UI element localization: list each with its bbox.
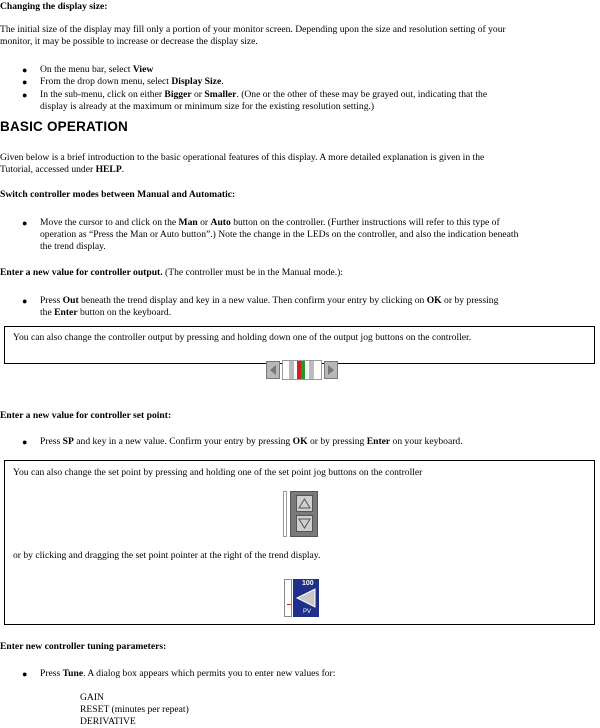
list-text: . A dialog box appears which permits you to enter new values for: — [83, 668, 336, 679]
setpoint-bar — [283, 491, 287, 537]
list-text: Press — [40, 295, 63, 306]
heading-text: Enter a new value for controller output. — [0, 267, 163, 278]
output-bar — [282, 360, 322, 380]
tip-text: or by clicking and dragging the set point pointer at the right of the trend display. — [13, 550, 321, 561]
section-heading-tuning: Enter new controller tuning parameters: — [0, 641, 167, 652]
bullet-icon: ● — [22, 669, 28, 679]
triangle-left-icon — [267, 362, 279, 378]
tuning-param: DERIVATIVE — [80, 716, 136, 727]
setpoint-marker — [287, 604, 291, 605]
section-heading-display-size: Changing the display size: — [0, 1, 108, 12]
output-bar-segment — [309, 361, 314, 379]
list-text: the trend display. — [40, 241, 106, 252]
section-heading-switch-modes: Switch controller modes between Manual and Automatic: — [0, 189, 236, 200]
list-text: or by pressing — [307, 436, 367, 447]
list-text: or — [197, 217, 211, 228]
keyword-help: HELP — [95, 164, 122, 175]
paragraph-line: monitor, it may be possible to increase or decrease the display size. — [0, 36, 258, 47]
menu-keyword-bigger: Bigger — [164, 89, 192, 100]
setpoint-jog-up-button[interactable] — [296, 495, 313, 512]
output-jog-left-button[interactable] — [266, 361, 280, 379]
tuning-param: RESET (minutes per repeat) — [80, 704, 189, 715]
menu-keyword-display-size: Display Size — [171, 76, 222, 87]
paragraph-text: Tutorial, accessed under — [0, 164, 96, 175]
list-text: Move the cursor to and click on the — [40, 217, 179, 228]
keyword-tune: Tune — [62, 668, 84, 679]
section-heading-setpoint: Enter a new value for controller set point: — [0, 410, 172, 421]
list-text: display is already at the maximum or minimum size for the existing resolution setting.) — [40, 101, 375, 112]
list-text: on your keyboard. — [390, 436, 463, 447]
list-text: In the sub-menu, click on either — [40, 89, 165, 100]
paragraph-line: Given below is a brief introduction to the basic operational features of this display. A more detailed explanation is given in the — [0, 152, 485, 163]
menu-keyword-smaller: Smaller — [204, 89, 237, 100]
list-text: or — [191, 89, 205, 100]
keyword-sp: SP — [62, 436, 74, 447]
keyword-enter: Enter — [54, 307, 78, 318]
list-item — [0, 76, 600, 88]
triangle-down-icon — [297, 516, 312, 531]
tip-text: You can also change the controller output by pressing and holding down one of the output jog buttons on the controller. — [13, 332, 472, 343]
tuning-param: GAIN — [80, 692, 104, 703]
bullet-icon: ● — [22, 218, 28, 228]
keyword-enter: Enter — [366, 436, 391, 447]
pointer-value-label: 100 — [302, 580, 314, 587]
triangle-right-icon — [325, 362, 337, 378]
list-item — [0, 295, 600, 319]
list-text: beneath the trend display and key in a new value. Then confirm your entry by clicking on — [78, 295, 427, 306]
list-item — [0, 217, 600, 253]
keyword-out: Out — [62, 295, 79, 306]
keyword-man: Man — [178, 217, 198, 228]
page-title: BASIC OPERATION — [0, 119, 129, 134]
pointer-unit-label: PV — [303, 609, 312, 615]
list-text: . (One or the other of these may be grayed out, indicating that the — [236, 89, 488, 100]
output-jog-right-button[interactable] — [324, 361, 338, 379]
list-text: . — [221, 76, 224, 87]
bullet-icon: ● — [22, 77, 28, 87]
list-text: button on the controller. (Further instructions will refer to this type of — [230, 217, 500, 228]
list-text: operation as “Press the Man or Auto button”.) Note the change in the LEDs on the controller, and also the indication beneath — [40, 229, 519, 240]
heading-note: (The controller must be in the Manual mode.): — [162, 267, 344, 278]
paragraph-line — [0, 164, 596, 176]
list-item — [0, 668, 600, 680]
setpoint-pointer-icon — [295, 587, 317, 609]
setpoint-pointer-control — [284, 579, 320, 617]
bullet-icon: ● — [22, 65, 28, 75]
triangle-up-icon — [297, 496, 312, 511]
list-item — [0, 89, 600, 113]
list-text: and key in a new value. Confirm your entry by pressing — [73, 436, 293, 447]
tip-box-output — [4, 326, 595, 364]
setpoint-jog-down-button[interactable] — [296, 515, 313, 532]
list-text: Press — [40, 436, 63, 447]
tip-text: You can also change the set point by pressing and holding one of the set point jog buttons on the controller — [13, 467, 423, 478]
section-heading-output — [0, 267, 343, 279]
list-text: the — [40, 307, 55, 318]
output-jog-control — [266, 360, 346, 382]
setpoint-jog-control — [283, 491, 323, 537]
list-text: On the menu bar, select — [40, 64, 133, 75]
keyword-ok: OK — [292, 436, 308, 447]
list-text: From the drop down menu, select — [40, 76, 172, 87]
list-text: button on the keyboard. — [77, 307, 172, 318]
list-text: or by pressing — [441, 295, 499, 306]
paragraph-line: The initial size of the display may fill only a portion of your monitor screen. Depending upon the size and resolution setting of your — [0, 24, 506, 35]
keyword-ok: OK — [426, 295, 442, 306]
output-indicator-green — [301, 361, 305, 379]
bullet-icon: ● — [22, 90, 28, 100]
setpoint-pointer-panel[interactable] — [293, 579, 319, 617]
bullet-icon: ● — [22, 437, 28, 447]
paragraph-text: . — [121, 164, 125, 175]
output-bar-segment — [289, 361, 294, 379]
list-item — [0, 436, 600, 448]
tip-box-setpoint — [4, 460, 595, 625]
list-text: Press — [40, 668, 63, 679]
keyword-auto: Auto — [210, 217, 231, 228]
setpoint-button-panel — [290, 491, 318, 537]
menu-keyword-view: View — [132, 64, 154, 75]
trend-scale — [284, 579, 292, 617]
list-item — [0, 64, 600, 76]
bullet-icon: ● — [22, 296, 28, 306]
